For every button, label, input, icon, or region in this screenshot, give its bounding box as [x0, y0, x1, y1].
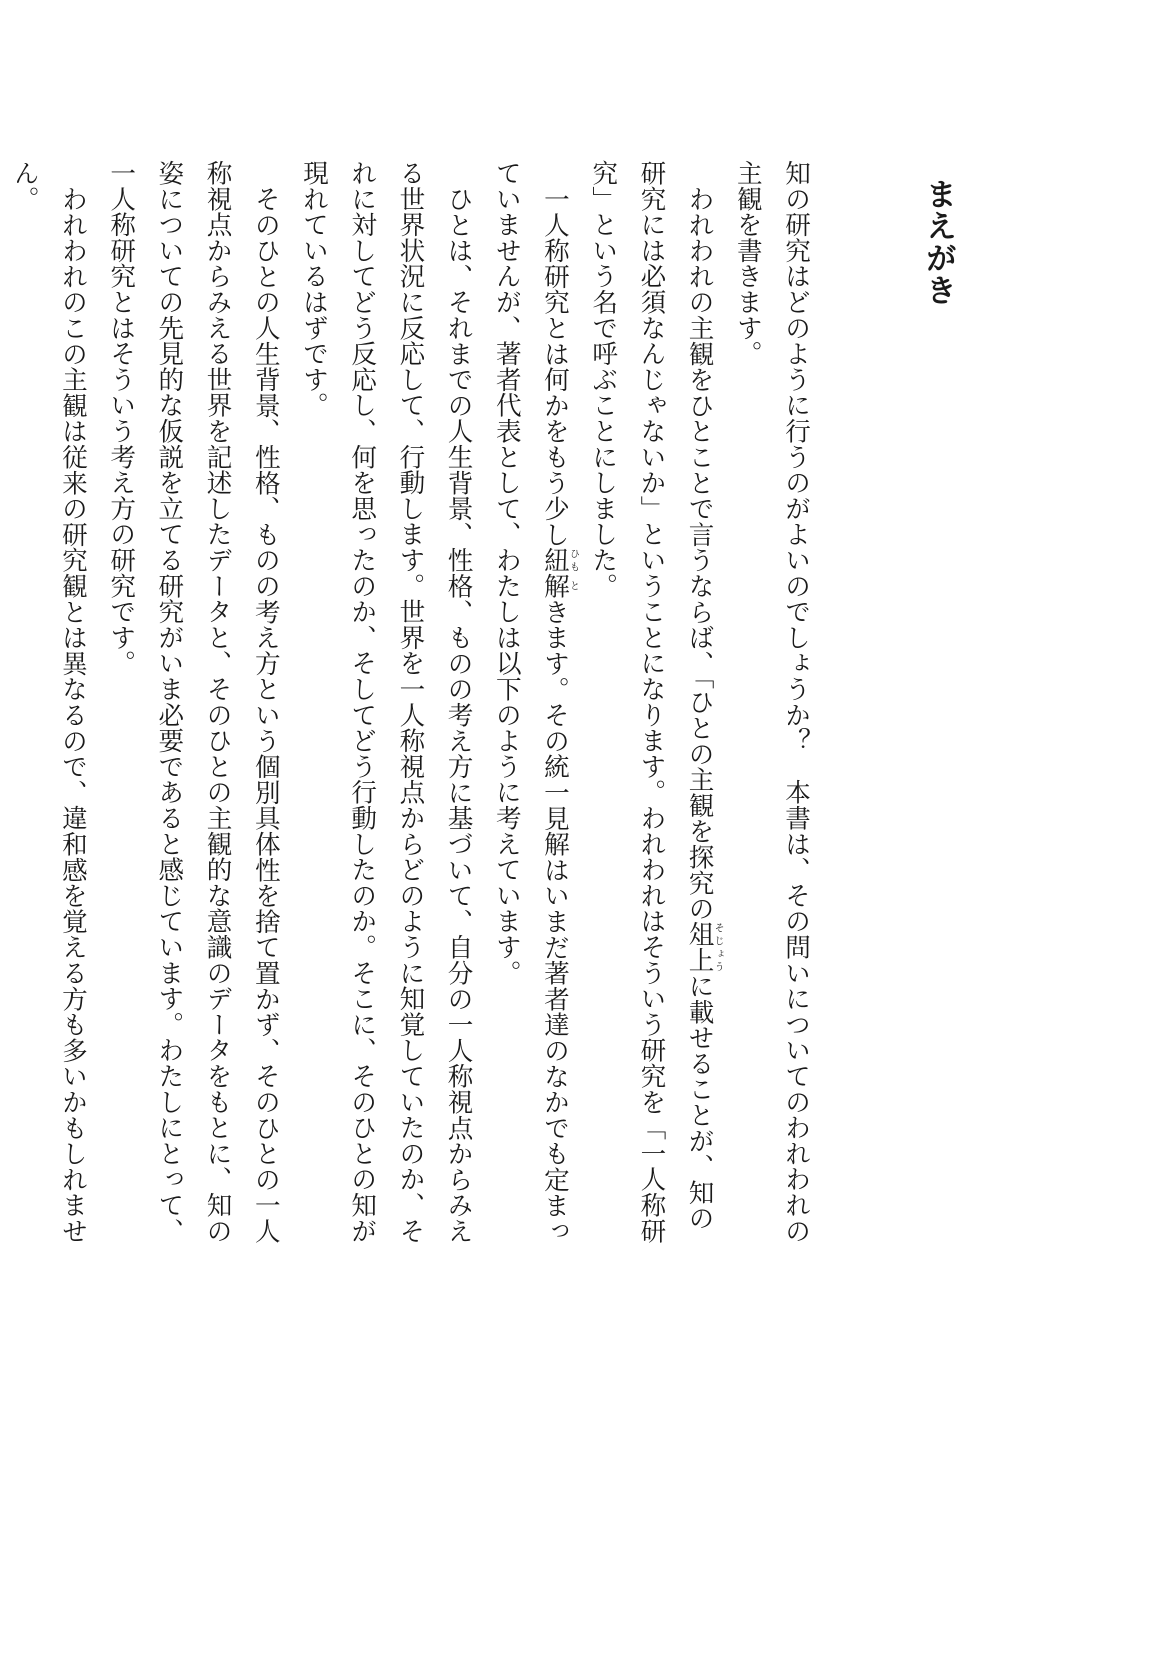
ruby-base: 俎上: [684, 921, 715, 973]
text-segment: きます。その統一見解はいまだ著者達のなかでも定まっていませんが、著者代表として、わたしは以下のように考えています。: [491, 160, 570, 1244]
ruby-base: 解: [539, 572, 570, 599]
text-segment: 一人称研究とは何かをもう少し: [539, 185, 570, 547]
ruby-annotation: [684, 921, 724, 973]
ruby-annotation: [539, 572, 579, 599]
text-segment: に載せることが、知の研究には必須なんじゃないか」ということになります。われわれはそういう研究を「一人称研究」という名で呼ぶことにしました。: [588, 160, 715, 1244]
paragraph: [290, 160, 483, 1250]
paragraph: [97, 160, 290, 1250]
text-segment: 知の研究はどのように行うのがよいのでしょうか？ 本書は、その問いについてのわれわれの主観を書きます。: [732, 160, 811, 1244]
paragraph: [579, 160, 724, 1250]
text-segment: ひとは、それまでの人生背景、性格、ものの考え方に基づいて、自分の一人称視点からみえる世界状況に反応して、行動します。世界を一人称視点からどのように知覚していたのか、それに対してどう反応し、何を思ったのか、そしてどう行動したのか。そこに、そのひとの知が現れているはずです。: [298, 160, 474, 1244]
text-segment: そのひとの人生背景、性格、ものの考え方という個別具体性を捨て置かず、そのひとの一人称視点からみえる世界を記述したデータと、そのひとの主観的な意識のデータをもとに、知の姿についての先見的な仮説を立てる研究がいま必要であると感じています。わたしにとって、一人称研究とはそういう考え方の研究です。: [106, 160, 281, 1244]
paragraph: [724, 160, 820, 1250]
ruby-reading: ひも: [567, 546, 579, 573]
ruby-annotation: [539, 546, 579, 573]
body-text: [1, 160, 820, 1250]
paragraph: [1, 160, 97, 1250]
chapter-title: まえがき: [920, 178, 956, 306]
text-segment: われわれの主観をひとことで言うならば、「ひとの主観を探究の: [684, 185, 715, 921]
text-segment: われわれのこの主観は従来の研究観とは異なるので、違和感を覚える方も多いかもしれません。: [9, 160, 88, 1244]
ruby-reading: と: [567, 572, 579, 599]
ruby-reading: そじょう: [712, 921, 724, 973]
ruby-base: 紐: [539, 546, 570, 573]
paragraph: [483, 160, 579, 1250]
